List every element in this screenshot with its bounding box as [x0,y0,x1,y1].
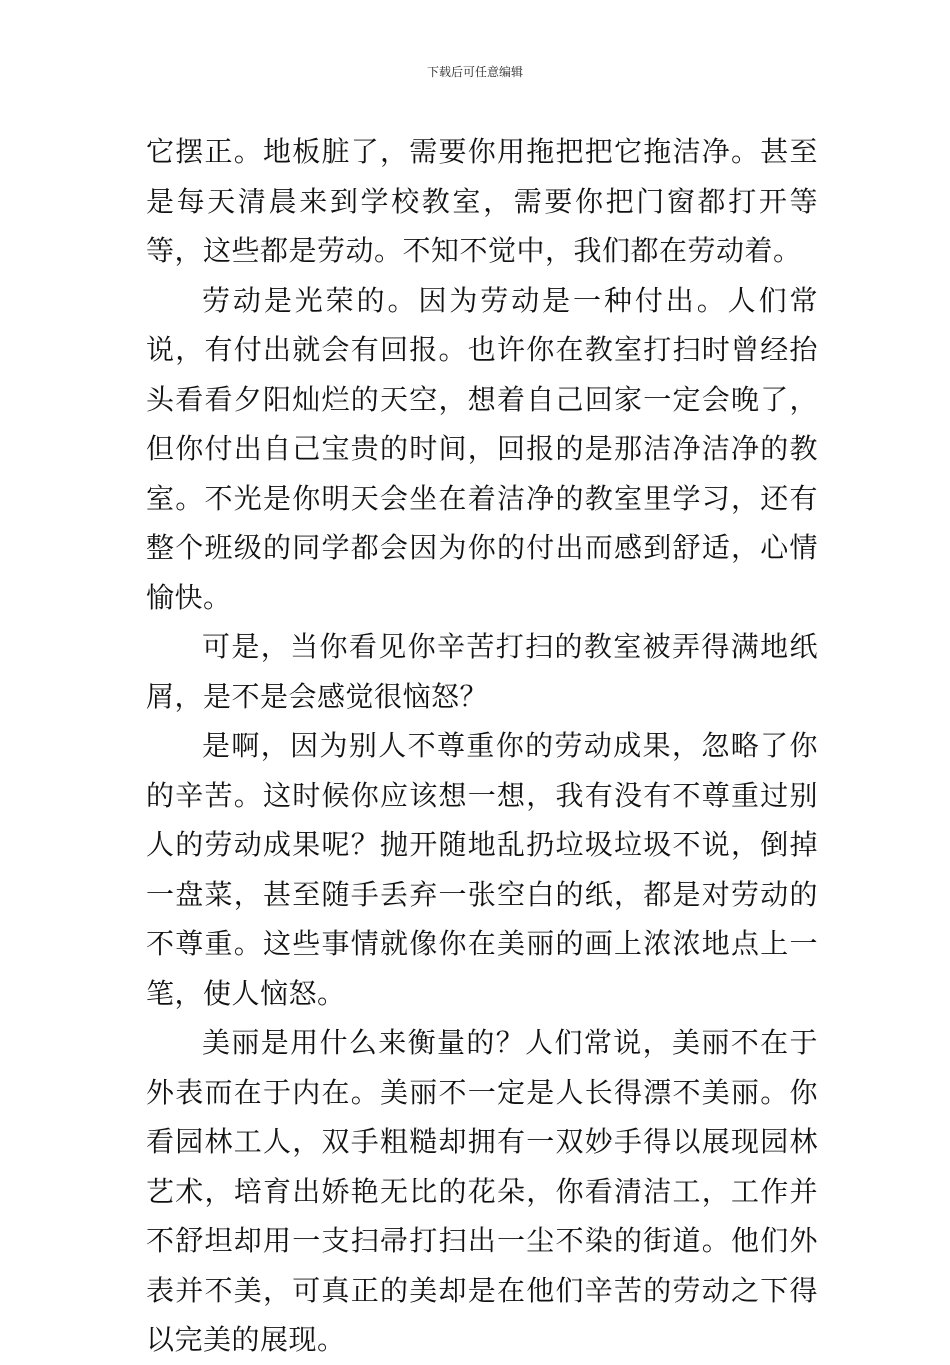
page-header: 下载后可任意编辑 [426,65,523,79]
document-body [146,127,818,1365]
paragraph-4: 是啊，因为别人不尊重你的劳动成果，忽略了你的辛苦。这时候你应该想一想，我有没有不尊重过别人的劳动成果呢？抛开随地乱扔垃圾垃圾不说，倒掉一盘菜，甚至随手丢弃一张空白的纸，都是对劳动的不尊重。这些事情就像你在美丽的画上浓浓地点上一笔，使人恼怒。 [146,729,818,1010]
paragraph-5: 美丽是用什么来衡量的？人们常说，美丽不在于外表而在于内在。美丽不一定是人长得漂不美丽。你看园林工人，双手粗糙却拥有一双妙手得以展现园林艺术，培育出娇艳无比的花朵，你看清洁工，工作并不舒坦却用一支扫帚打扫出一尘不染的街道。他们外表并不美，可真正的美却是在他们辛苦的劳动之下得以完美的展现。 [146,1026,818,1356]
paragraph-1: 它摆正。地板脏了，需要你用拖把把它拖洁净。甚至是每天清晨来到学校教室，需要你把门窗都打开等等，这些都是劳动。不知不觉中，我们都在劳动着。 [146,135,818,267]
paragraph-3: 可是，当你看见你辛苦打扫的教室被弄得满地纸屑，是不是会感觉很恼怒？ [146,630,818,713]
paragraph-2: 劳动是光荣的。因为劳动是一种付出。人们常说，有付出就会有回报。也许你在教室打扫时曾经抬头看看夕阳灿烂的天空，想着自己回家一定会晚了，但你付出自己宝贵的时间，回报的是那洁净洁净的教室。不光是你明天会坐在着洁净的教室里学习，还有整个班级的同学都会因为你的付出而感到舒适，心情愉快。 [146,283,818,614]
